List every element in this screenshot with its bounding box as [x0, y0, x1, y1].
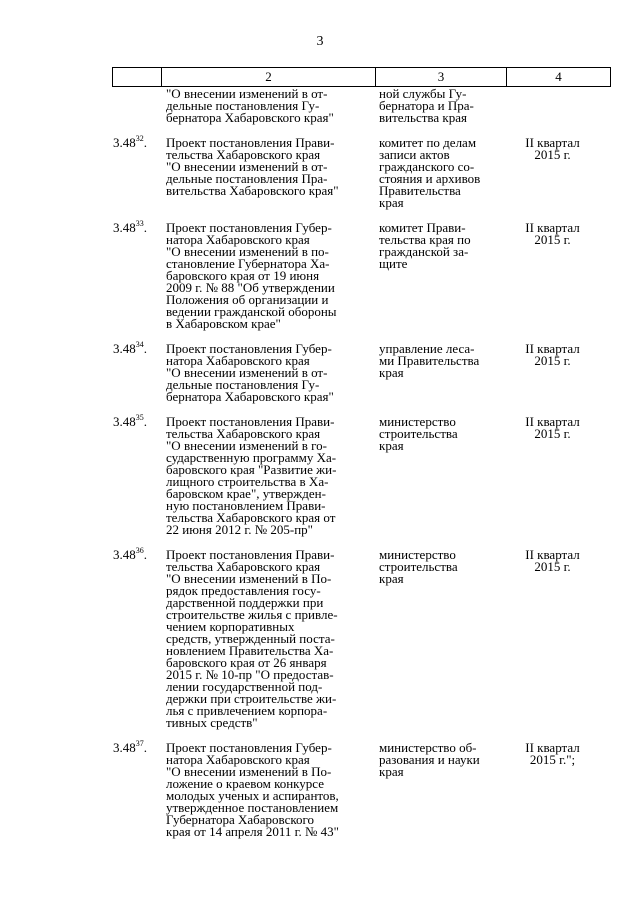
row-number-tail: .	[143, 740, 147, 755]
row-responsible: министерство строительства края	[379, 414, 458, 453]
row-number-sup: 36	[135, 545, 144, 555]
row-number-sup: 37	[135, 738, 144, 748]
row-responsible: министерство строительства края	[379, 547, 458, 586]
row-term: II квартал 2015 г.";	[525, 740, 580, 767]
row-term: II квартал 2015 г.	[525, 341, 580, 368]
row-description: Проект постановления Губер- натора Хабаровского края "О внесении изменений в По- ложение о краевом конкурсе молодых ученых и аспирантов, утвержденное постановлением Губернатора Хабаровского края от 14 апреля 2011 г. № 43"	[166, 740, 339, 839]
row-description: Проект постановления Прави- тельства Хабаровского края "О внесении изменений в По- рядок предоставления госу- дарственной поддержки при строительстве жилья с привле- чением корпоративных средств, утвержденный поста- новлением Правительства Ха- баровского края от 26 января 2015 г. № 10-пр "О предостав- лении государственной под- держки при строительстве жи- лья с привлечением корпора- тивных средств"	[166, 547, 338, 730]
row-number-main: 3.48	[113, 220, 136, 235]
header-col-3: 3	[376, 68, 507, 87]
row-description: Проект постановления Губер- натора Хабаровского края "О внесении изменений в по- становление Губернатора Ха- баровского края от 19 июня 2009 г. № 88 "Об утверждении Положения об организации и ведении гражданской обороны в Хабаровском крае"	[166, 220, 337, 331]
row-term: II квартал 2015 г.	[525, 220, 580, 247]
table-row-continuation	[0, 88, 640, 124]
row-number-main: 3.48	[113, 341, 136, 356]
row-responsible: министерство об- разования и науки края	[379, 740, 480, 779]
row-number	[0, 412, 158, 429]
table-body	[0, 88, 640, 838]
row-number-tail: .	[143, 135, 147, 150]
table-row	[0, 412, 640, 537]
row-number	[0, 133, 158, 150]
row-term: II квартал 2015 г.	[525, 547, 580, 574]
row-number-main: 3.48	[113, 740, 136, 755]
row-number-sup: 33	[135, 218, 144, 228]
row-responsible: комитет по делам записи актов гражданского со- стояния и архивов Правительства края	[379, 135, 481, 210]
page-number: 3	[316, 34, 324, 49]
row-number-tail: .	[143, 341, 147, 356]
row-number	[0, 218, 158, 235]
row-responsible: комитет Прави- тельства края по гражданской за- щите	[379, 220, 471, 271]
row-number-tail: .	[143, 414, 147, 429]
row-number	[0, 339, 158, 356]
table-header	[112, 67, 611, 87]
row-number-tail: .	[143, 547, 147, 562]
row-number	[0, 738, 158, 755]
table-header-row	[113, 68, 611, 87]
table-row	[0, 339, 640, 404]
table-row	[0, 545, 640, 730]
row-responsible: управление леса- ми Правительства края	[379, 341, 480, 380]
row-description: Проект постановления Губер- натора Хабаровского края "О внесении изменений в от- дельные постановления Гу- бернатора Хабаровского края"	[166, 341, 334, 404]
row-description: "О внесении изменений в от- дельные постановления Гу- бернатора Хабаровского края"	[166, 86, 334, 125]
header-col-4: 4	[507, 68, 611, 87]
row-number	[0, 545, 158, 562]
row-term: II квартал 2015 г.	[525, 135, 580, 162]
row-description: Проект постановления Прави- тельства Хабаровского края "О внесении изменений в го- сударственную программу Ха- баровского края "Развитие жи- лищного строительства в Ха- баровском крае", утвержден- ную постановлением Прави- тельства Хабаровского края от 22 июня 2012 г. № 205-пр"	[166, 414, 337, 537]
row-number-main: 3.48	[113, 135, 136, 150]
row-number-sup: 35	[135, 412, 144, 422]
row-number-sup: 34	[135, 339, 144, 349]
row-description: Проект постановления Прави- тельства Хабаровского края "О внесении изменений в от- дельные постановления Пра- вительства Хабаровского края"	[166, 135, 339, 198]
row-number-main: 3.48	[113, 414, 136, 429]
row-number-tail: .	[143, 220, 147, 235]
row-responsible: ной службы Гу- бернатора и Пра- вительства края	[379, 86, 474, 125]
table-row	[0, 738, 640, 839]
row-number-sup: 32	[135, 133, 144, 143]
row-number-main: 3.48	[113, 547, 136, 562]
table-row	[0, 218, 640, 331]
header-col-2: 2	[162, 68, 376, 87]
row-term: II квартал 2015 г.	[525, 414, 580, 441]
header-col-1	[113, 68, 162, 87]
table-row	[0, 133, 640, 210]
